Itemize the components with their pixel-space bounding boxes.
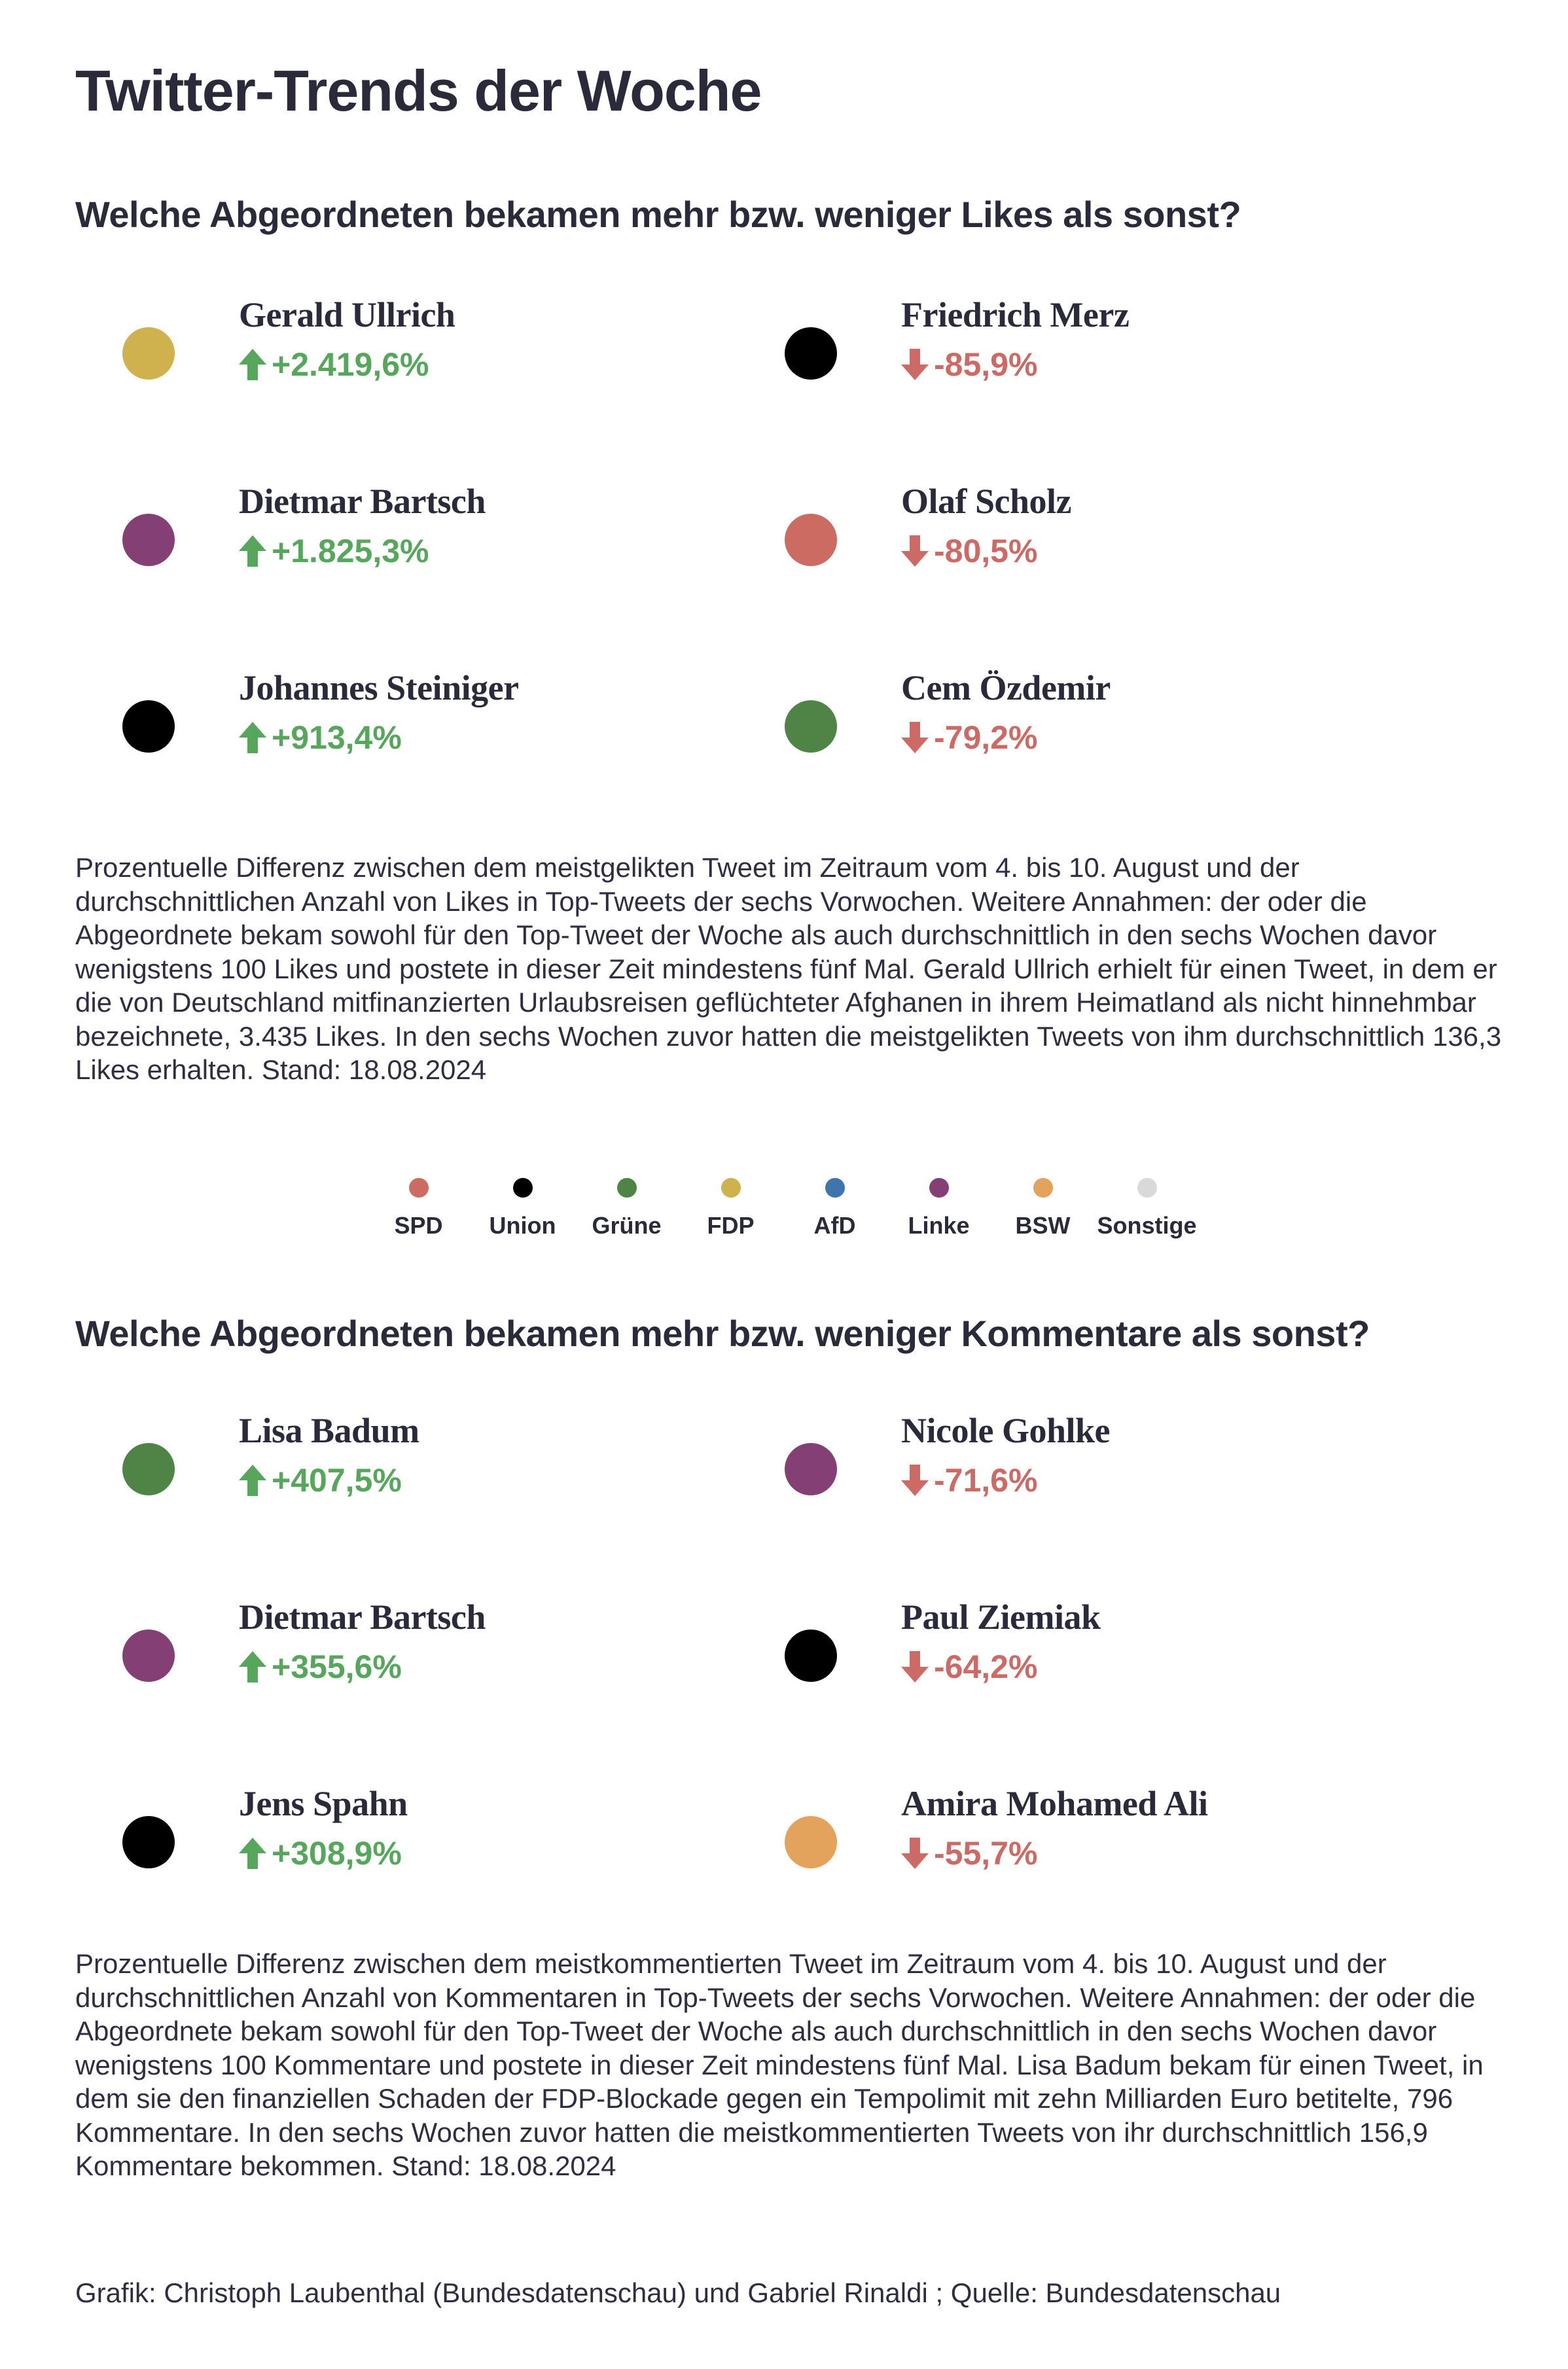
arrow-down-icon (901, 1838, 929, 1869)
arrow-down-icon (901, 349, 929, 380)
politician-name: Olaf Scholz (901, 482, 1071, 521)
delta-value (901, 1461, 1037, 1499)
legend-dot (617, 1178, 637, 1198)
comments-winner-card (75, 1777, 664, 1908)
legend-label: AfD (813, 1212, 856, 1239)
arrow-up-icon (239, 535, 266, 567)
politician-name: Dietmar Bartsch (239, 1597, 486, 1637)
party-color-dot (122, 1443, 175, 1495)
legend-label: Grüne (592, 1212, 662, 1239)
party-color-dot (122, 700, 175, 753)
likes-winner-card (75, 661, 664, 792)
politician-name: Amira Mohamed Ali (901, 1784, 1208, 1823)
politician-name: Jens Spahn (239, 1784, 408, 1823)
party-color-dot (122, 1816, 175, 1868)
comments-methodology-note: Prozentuelle Differenz zwischen dem meistkommentierten Tweet im Zeitraum vom 4. bis 10. August und der durchschnittlichen Anzahl von Kommentaren in Top-Tweets der sechs Vorwochen. Weitere Annahmen: der oder die Abgeordnete bekam sowohl für den Top-Tweet der Woche als auch durchschnittlich in den sechs Wochen davor wenigstens 100 Kommentare und postete in dieser Zeit mindestens fünf Mal. Lisa Badum bekam für einen Tweet, in dem sie den finanziellen Schaden der FDP-Blockade gegen ein Tempolimit mit zehn Milliarden Euro betitelte, 796 Kommentare. In den sechs Wochen zuvor hatten die meistkommentierten Tweets von ihr durchschnittlich 156,9 Kommentare bekommen. Stand: 18.08.2024 (75, 1948, 1484, 2181)
legend-dot (825, 1178, 845, 1198)
politician-name: Friedrich Merz (901, 295, 1130, 334)
delta-value (239, 1834, 402, 1872)
delta-value (239, 346, 429, 383)
legend-label: Sonstige (1097, 1212, 1197, 1239)
party-color-dot (785, 700, 837, 753)
credits-footer: Grafik: Christoph Laubenthal (Bundesdatenschau) und Gabriel Rinaldi ; Quelle: Bundesdatenschau (75, 2277, 1281, 2308)
likes-loser-card (738, 661, 1327, 792)
comments-section-heading: Welche Abgeordneten bekamen mehr bzw. weniger Kommentare als sonst? (75, 1313, 1370, 1354)
arrow-up-icon (239, 1838, 266, 1869)
likes-loser-card (738, 288, 1327, 419)
party-color-dot (785, 514, 837, 566)
likes-section-heading: Welche Abgeordneten bekamen mehr bzw. weniger Likes als sonst? (75, 194, 1241, 235)
legend-label: SPD (394, 1212, 443, 1239)
politician-name: Cem Özdemir (901, 668, 1111, 707)
comments-winner-card (75, 1404, 664, 1535)
delta-text: -71,6% (934, 1462, 1038, 1499)
delta-text: -64,2% (934, 1648, 1038, 1685)
delta-value (901, 719, 1037, 757)
delta-value (901, 346, 1037, 383)
party-color-dot (122, 514, 175, 566)
legend-item-gruene (575, 1178, 679, 1239)
delta-value (901, 532, 1037, 570)
delta-text: +913,4% (272, 719, 402, 756)
legend-item-union (471, 1178, 575, 1239)
legend-label: Linke (908, 1212, 970, 1239)
delta-value (239, 1648, 402, 1686)
delta-text: +1.825,3% (272, 533, 429, 569)
politician-name: Paul Ziemiak (901, 1597, 1101, 1637)
delta-text: +407,5% (272, 1462, 402, 1499)
party-color-dot (785, 1816, 837, 1868)
politician-name: Johannes Steiniger (239, 668, 519, 707)
arrow-down-icon (901, 722, 929, 753)
likes-winner-card (75, 474, 664, 605)
comments-loser-card (738, 1404, 1327, 1535)
party-color-dot (785, 1630, 837, 1682)
politician-name: Lisa Badum (239, 1411, 419, 1450)
legend-label: Union (489, 1212, 556, 1239)
legend-dot (721, 1178, 741, 1198)
legend-item-spd (366, 1178, 471, 1239)
delta-text: -79,2% (934, 719, 1038, 756)
delta-text: -85,9% (934, 346, 1038, 383)
arrow-down-icon (901, 1651, 929, 1683)
delta-text: +355,6% (272, 1648, 402, 1685)
legend-dot (1137, 1178, 1157, 1198)
comments-loser-card (738, 1777, 1327, 1908)
comments-loser-card (738, 1590, 1327, 1721)
arrow-up-icon (239, 349, 266, 380)
arrow-up-icon (239, 722, 266, 753)
legend-item-afd (783, 1178, 887, 1239)
arrow-down-icon (901, 535, 929, 567)
party-color-dot (785, 327, 837, 380)
likes-winner-card (75, 288, 664, 419)
arrow-up-icon (239, 1651, 266, 1683)
party-legend (366, 1178, 1199, 1239)
legend-dot (513, 1178, 533, 1198)
legend-item-bsw (991, 1178, 1095, 1239)
likes-methodology-note: Prozentuelle Differenz zwischen dem meistgelikten Tweet im Zeitraum vom 4. bis 10. August und der durchschnittlichen Anzahl von Likes in Top-Tweets der sechs Vorwochen. Weitere Annahmen: der oder die Abgeordnete bekam sowohl für den Top-Tweet der Woche als auch durchschnittlich in den sechs Wochen davor wenigstens 100 Likes und postete in dieser Zeit mindestens fünf Mal. Gerald Ullrich erhielt für einen Tweet, in dem er die von Deutschland mitfinanzierten Urlaubsreisen geflüchteter Afghanen in ihrem Heimatland als nicht hinnehmbar bezeichnete, 3.435 Likes. In den sechs Wochen zuvor hatten die meistgelikten Tweets von ihm durchschnittlich 136,3 Likes erhalten. Stand: 18.08.2024 (75, 852, 1502, 1085)
delta-value (901, 1648, 1037, 1686)
delta-text: -55,7% (934, 1835, 1038, 1872)
arrow-up-icon (239, 1465, 266, 1496)
legend-dot (409, 1178, 429, 1198)
legend-item-fdp (679, 1178, 783, 1239)
comments-winner-card (75, 1590, 664, 1721)
delta-value (239, 719, 402, 757)
legend-item-sonstige (1095, 1178, 1199, 1239)
delta-value (239, 532, 429, 570)
legend-item-linke (887, 1178, 991, 1239)
party-color-dot (122, 1630, 175, 1682)
legend-dot (1033, 1178, 1053, 1198)
delta-value (901, 1834, 1037, 1872)
party-color-dot (785, 1443, 837, 1495)
legend-label: BSW (1015, 1212, 1071, 1239)
page-title: Twitter-Trends der Woche (75, 58, 762, 123)
legend-label: FDP (707, 1212, 755, 1239)
legend-dot (929, 1178, 949, 1198)
politician-name: Gerald Ullrich (239, 295, 455, 334)
delta-value (239, 1461, 402, 1499)
politician-name: Dietmar Bartsch (239, 482, 486, 521)
likes-loser-card (738, 474, 1327, 605)
delta-text: +308,9% (272, 1835, 402, 1872)
delta-text: +2.419,6% (272, 346, 429, 383)
arrow-down-icon (901, 1465, 929, 1496)
politician-name: Nicole Gohlke (901, 1411, 1110, 1450)
party-color-dot (122, 327, 175, 380)
delta-text: -80,5% (934, 533, 1038, 569)
